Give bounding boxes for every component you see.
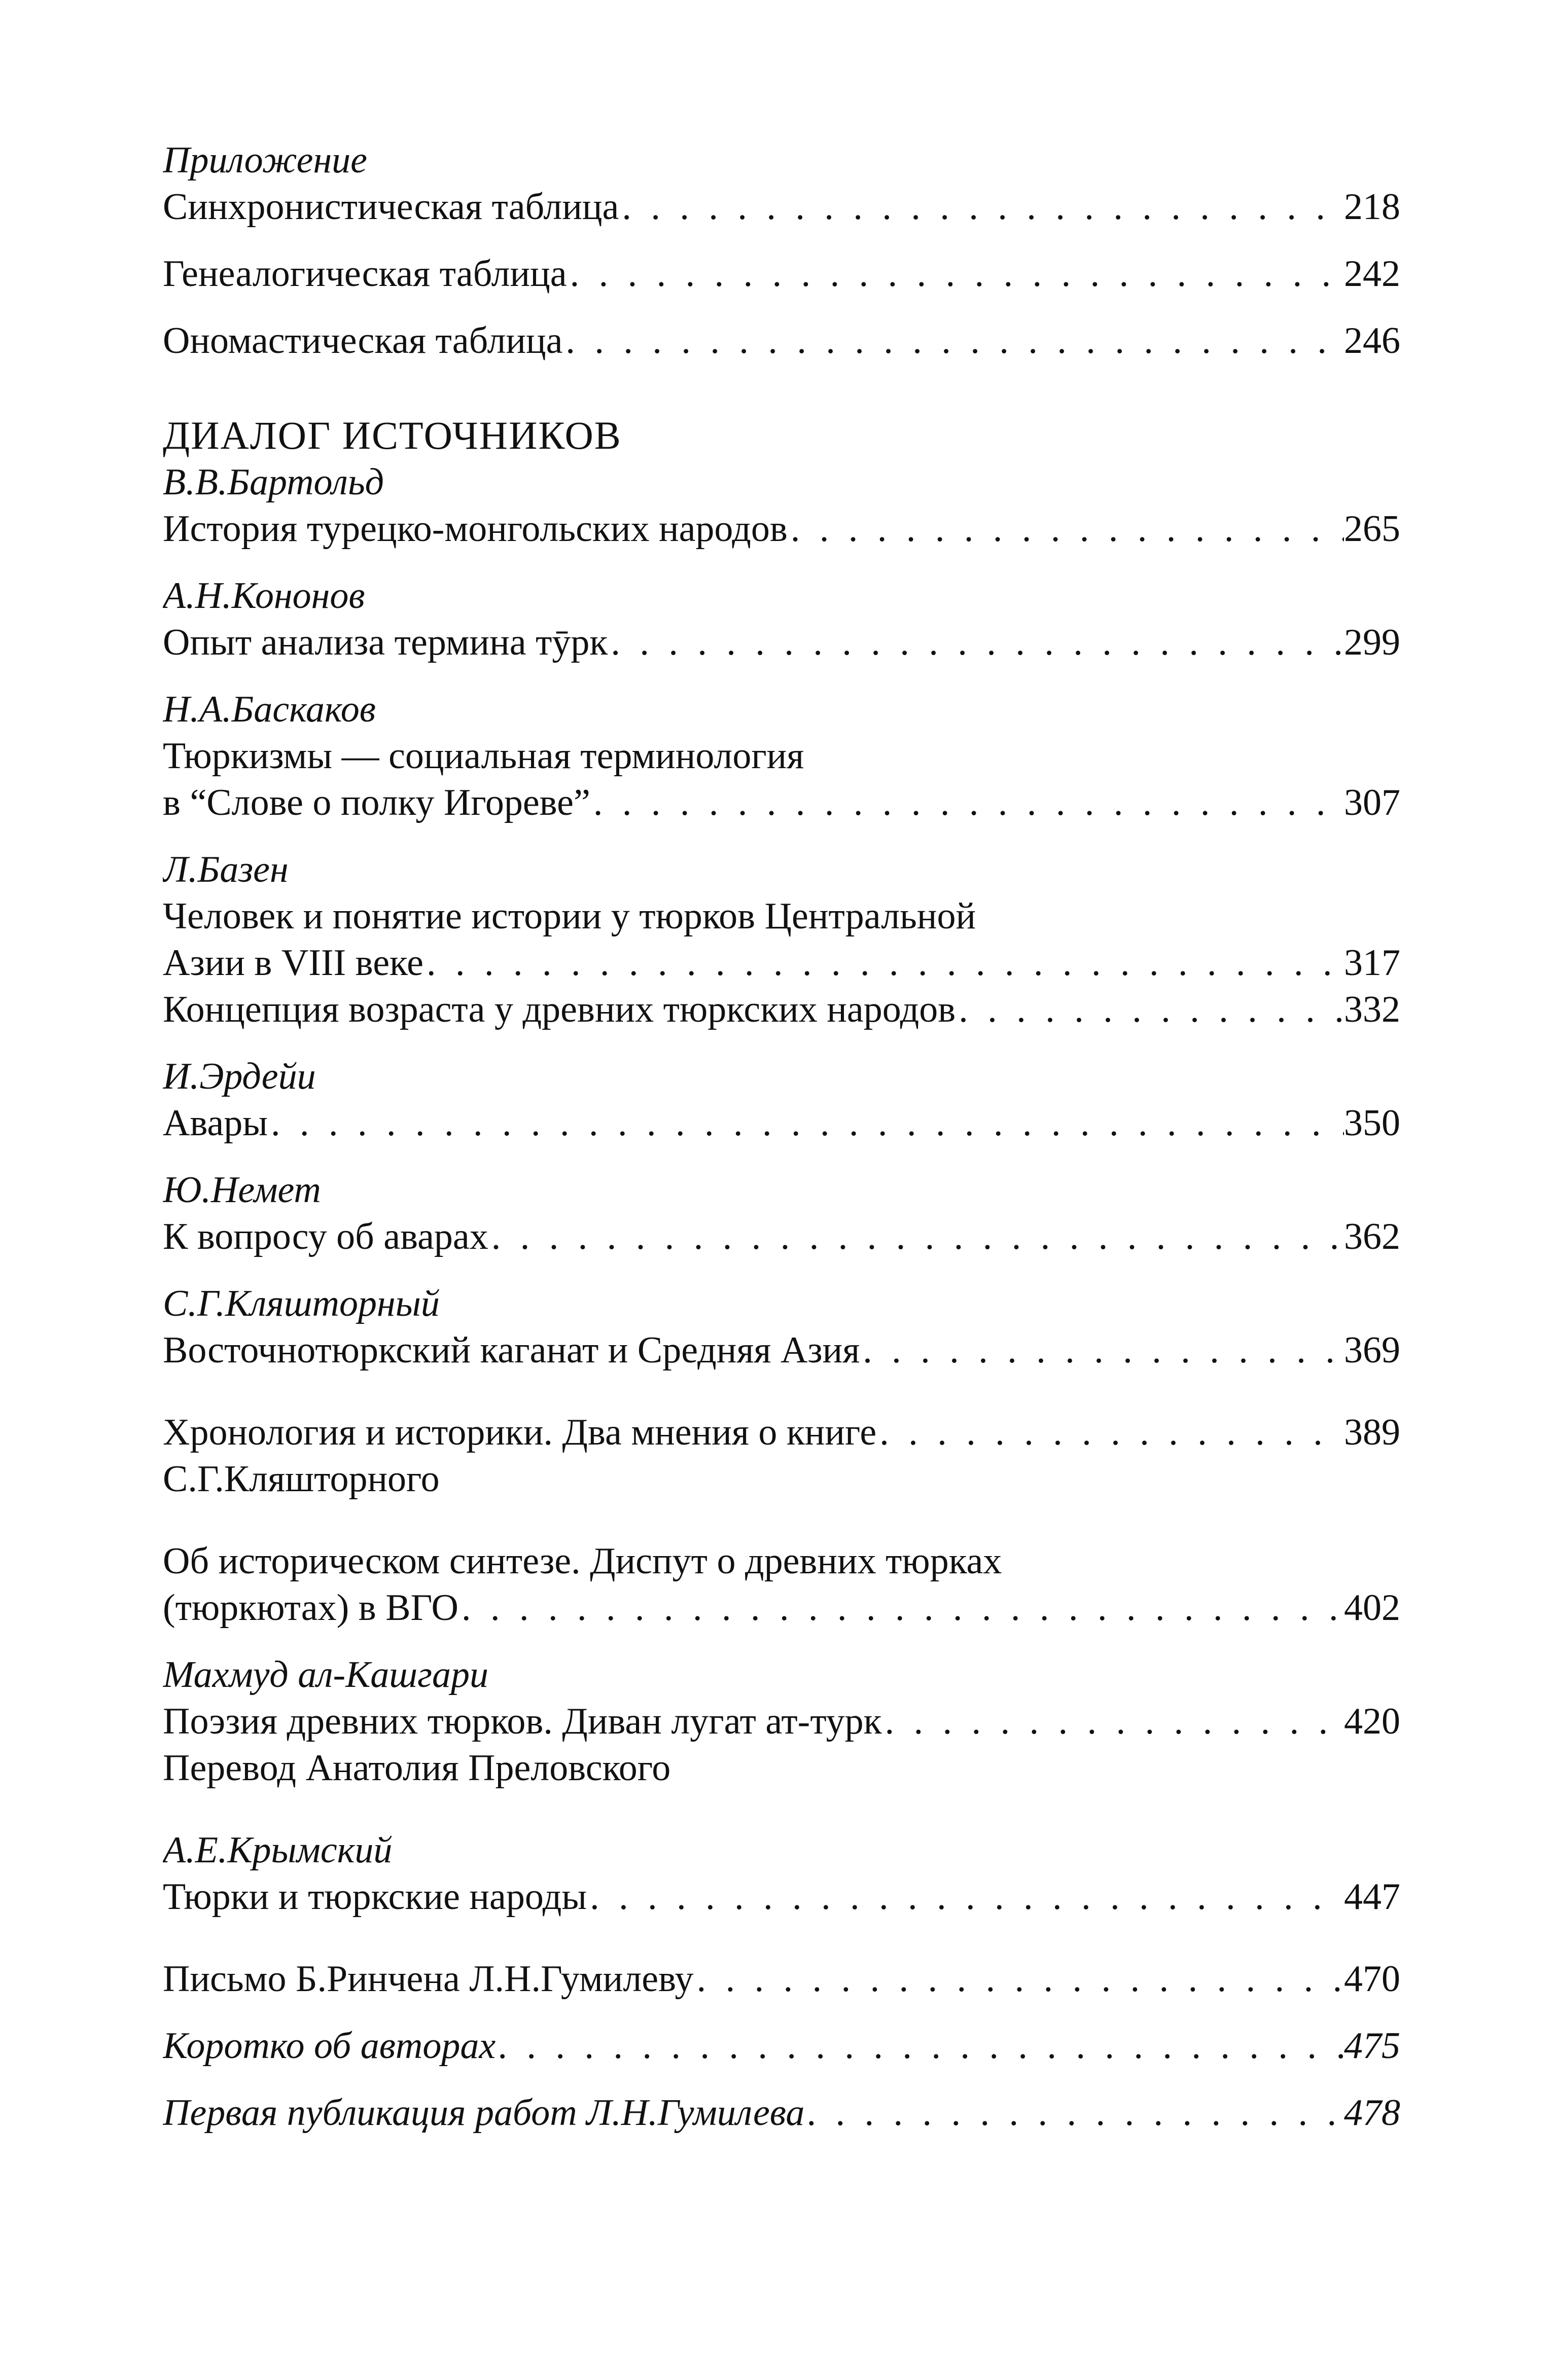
dot-leader xyxy=(458,1584,1344,1631)
entry-title: в “Слове о полку Игореве” xyxy=(163,782,590,823)
toc-entry[interactable] xyxy=(163,2023,1400,2069)
entry-title-line: Человек и понятие истории у тюрков Центральной xyxy=(163,895,976,937)
page-number: 246 xyxy=(1344,320,1400,362)
toc-entry[interactable] xyxy=(163,619,1400,666)
toc-entry[interactable] xyxy=(163,184,1400,230)
section-heading: ДИАЛОГ ИСТОЧНИКОВ xyxy=(163,413,622,457)
toc-entry[interactable] xyxy=(163,506,1400,552)
dot-leader xyxy=(268,1100,1344,1146)
author-name: А.Е.Крымский xyxy=(163,1829,393,1871)
dot-leader xyxy=(608,619,1344,666)
dot-leader xyxy=(955,986,1344,1033)
dot-leader xyxy=(423,940,1344,986)
author-name: Ю.Немет xyxy=(163,1169,321,1211)
entry-title-line: Перевод Анатолия Преловского xyxy=(163,1747,671,1789)
toc-entry[interactable] xyxy=(163,1873,1400,1920)
page-number: 475 xyxy=(1344,2025,1400,2067)
toc-entry[interactable] xyxy=(163,1213,1400,1260)
entry-title: Концепция возраста у древних тюркских народов xyxy=(163,989,956,1030)
entry-title: Азии в VIII веке xyxy=(163,942,423,984)
page-number: 420 xyxy=(1344,1701,1400,1742)
dot-leader xyxy=(694,1956,1344,2002)
dot-leader xyxy=(619,184,1344,230)
entry-title: Тюрки и тюркские народы xyxy=(163,1876,587,1918)
toc-entry[interactable] xyxy=(163,1698,1400,1745)
page-number: 447 xyxy=(1344,1876,1400,1918)
page-number: 317 xyxy=(1344,942,1400,984)
page-number: 362 xyxy=(1344,1216,1400,1257)
dot-leader xyxy=(882,1698,1344,1745)
toc-entry[interactable] xyxy=(163,1409,1400,1456)
toc-entry[interactable] xyxy=(163,317,1400,364)
entry-title: Опыт анализа термина тӯрк xyxy=(163,622,608,663)
entry-title: Ономастическая таблица xyxy=(163,320,563,362)
dot-leader xyxy=(587,1873,1344,1920)
entry-title: Генеалогическая таблица xyxy=(163,253,567,295)
author-name: В.В.Бартольд xyxy=(163,461,384,503)
dot-leader xyxy=(562,317,1344,364)
dot-leader xyxy=(590,779,1344,826)
page-number: 265 xyxy=(1344,508,1400,550)
entry-title-line: Об историческом синтезе. Диспут о древних тюрках xyxy=(163,1540,1002,1582)
dot-leader xyxy=(488,1213,1344,1260)
page-number: 470 xyxy=(1344,1958,1400,2000)
toc-entry[interactable] xyxy=(163,779,1400,826)
author-name: А.Н.Кононов xyxy=(163,575,365,617)
page-number: 402 xyxy=(1344,1587,1400,1629)
entry-title: Письмо Б.Ринчена Л.Н.Гумилеву xyxy=(163,1958,694,2000)
appendix-heading: Приложение xyxy=(163,139,368,181)
entry-title-line: С.Г.Кляшторного xyxy=(163,1458,440,1500)
page-number: 478 xyxy=(1344,2092,1400,2134)
entry-title: (тюркютах) в ВГО xyxy=(163,1587,458,1629)
author-name: Л.Базен xyxy=(163,849,289,890)
toc-entry[interactable] xyxy=(163,1100,1400,1146)
page-number: 389 xyxy=(1344,1412,1400,1453)
entry-title: Хронология и историки. Два мнения о книге xyxy=(163,1412,877,1453)
entry-title: Авары xyxy=(163,1102,268,1144)
table-of-contents xyxy=(163,137,1400,2136)
entry-title: Синхронистическая таблица xyxy=(163,186,619,228)
page-number: 350 xyxy=(1344,1102,1400,1144)
entry-title: Восточнотюркский каганат и Средняя Азия xyxy=(163,1329,860,1371)
entry-title: Коротко об авторах xyxy=(163,2025,496,2067)
page-number: 332 xyxy=(1344,989,1400,1030)
toc-entry[interactable] xyxy=(163,940,1400,986)
toc-entry[interactable] xyxy=(163,1584,1400,1631)
page-number: 242 xyxy=(1344,253,1400,295)
dot-leader xyxy=(495,2023,1344,2069)
page-number: 299 xyxy=(1344,622,1400,663)
toc-entry[interactable] xyxy=(163,986,1400,1033)
toc-entry[interactable] xyxy=(163,1956,1400,2002)
entry-title: История турецко-монгольских народов xyxy=(163,508,788,550)
author-name: Махмуд ал-Кашгари xyxy=(163,1654,489,1696)
author-name: И.Эрдейи xyxy=(163,1056,316,1097)
entry-title: Поэзия древних тюрков. Диван лугат ат-турк xyxy=(163,1701,882,1742)
dot-leader xyxy=(876,1409,1344,1456)
toc-entry[interactable] xyxy=(163,1327,1400,1374)
page-number: 307 xyxy=(1344,782,1400,823)
toc-entry[interactable] xyxy=(163,2089,1400,2136)
dot-leader xyxy=(788,506,1344,552)
dot-leader xyxy=(567,250,1344,297)
dot-leader xyxy=(860,1327,1344,1374)
author-name: С.Г.Кляшторный xyxy=(163,1283,440,1324)
entry-title-line: Тюркизмы — социальная терминология xyxy=(163,735,804,777)
dot-leader xyxy=(804,2089,1344,2136)
page-number: 218 xyxy=(1344,186,1400,228)
author-name: Н.А.Баскаков xyxy=(163,689,376,730)
entry-title: К вопросу об аварах xyxy=(163,1216,488,1257)
page-number: 369 xyxy=(1344,1329,1400,1371)
entry-title: Первая публикация работ Л.Н.Гумилева xyxy=(163,2092,805,2134)
toc-entry[interactable] xyxy=(163,250,1400,297)
